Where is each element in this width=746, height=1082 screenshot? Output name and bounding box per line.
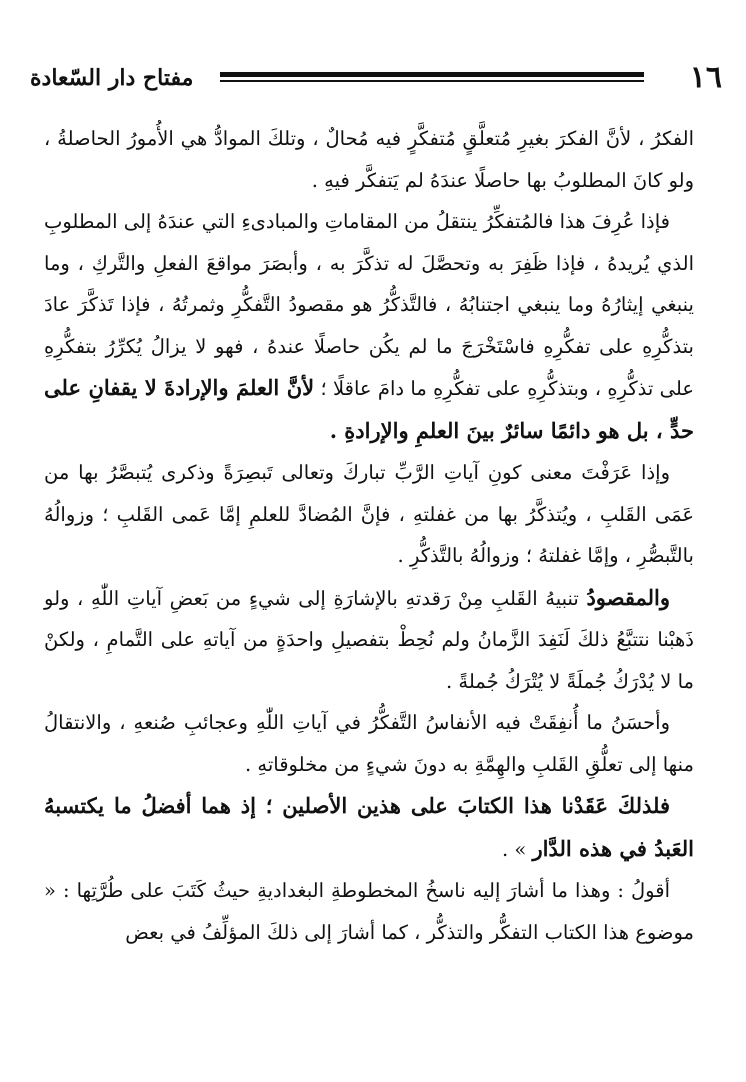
running-title: مفتاح دار السّعادة <box>30 65 194 91</box>
paragraph-2-text: فإذا عُرِفَ هذا فالمُتفكِّرُ ينتقلُ من المقاماتِ والمبادىءِ التي عندَهُ إلى المطلوبِ الذي يُريدهُ ، فإذا ظَفِرَ به وتحصَّلَ له تذكَّرَ به ، وأبصَرَ مواقعَ الفعلِ والتَّركِ ، وما ينبغي إيثارُهُ وما ينبغي اجتنابُهُ ، فالتَّذكُّرُ هو مقصودُ التَّفكُّرِ وثمرتُهُ ، فإذا تَذكَّرَ عادَ بتذكُّرِهِ على تفكُّرِهِ فاسْتَخْرَجَ ما لم يكُن حاصلًا عندهُ ، فهو لا يزالُ يُكرِّرُ بتفكُّرِهِ على تذكُّرِهِ ، وبتذكُّرِهِ على تفكُّرِهِ ما دامَ عاقلًا ؛ <box>44 210 694 400</box>
paragraph-2 <box>44 201 694 452</box>
page-header <box>30 58 722 98</box>
paragraph-4-bold: والمقصودُ <box>586 584 670 610</box>
page-number: ١٦ <box>689 60 722 95</box>
paragraph-6-tail: » . <box>501 837 527 861</box>
header-rule-thick <box>220 72 644 77</box>
paragraph-5: وأحسَنُ ما أُنفِقَتْ فيه الأنفاسُ التَّفكُّرُ في آياتِ اللّٰهِ وعجائبِ صُنعهِ ، والانتقالُ منها إلى تعلُّقِ القَلبِ والهِمَّةِ به دونَ شيءٍ من مخلوقاتهِ . <box>44 711 694 776</box>
header-rule <box>220 72 644 85</box>
paragraph-6-bold: فلذلكَ عَقَدْنا هذا الكتابَ على هذين الأصلين ؛ إذ هما أفضلُ ما يكتسبهُ العَبدُ في هذه الدَّار <box>44 793 694 861</box>
paragraph-2-bold: لأنَّ العلمَ والإرادةَ لا يقفانِ على حدٍّ ، بل هو دائمًا سائرٌ بينَ العلمِ والإرادةِ . <box>44 375 694 443</box>
paragraph-4 <box>44 577 694 703</box>
paragraph-3: وإذا عَرَفْتَ معنى كونِ آياتِ الرَّبِّ تباركَ وتعالى تَبصِرَةً وذكرى يُتبصَّرُ بها من عَمَى القَلبِ ، ويُتذكَّرُ بها من غفلتهِ ، فإنَّ المُضادَّ للعلمِ إمَّا عَمى القَلبِ ؛ وزوالُهُ بالتَّبصُّرِ ، وإمَّا غفلتهُ ؛ وزوالُهُ بالتَّذكُّرِ . <box>44 461 694 567</box>
paragraph-7: أقولُ : وهذا ما أشارَ إليه ناسخُ المخطوطةِ البغداديةِ حيثُ كَتَبَ على طُرَّتِها : « موضوع هذا الكتاب التفكُّر والتذكُّر ، كما أشارَ إلى ذلكَ المؤلِّفُ في بعض <box>44 879 694 944</box>
paragraph-6 <box>44 785 694 870</box>
body-text <box>44 118 694 953</box>
paragraph-1: الفكرُ ، لأنَّ الفكرَ بغيرِ مُتعلَّقٍ مُتفكَّرٍ فيه مُحالٌ ، وتلكَ الموادُّ هي الأُمورُ الحاصلةُ ، ولو كانَ المطلوبُ بها حاصلًا عندَهُ لم يَتفكَّر فيهِ . <box>44 127 694 192</box>
paragraph-4-text: تنبيهُ القَلبِ مِنْ رَقدتهِ بالإشارَةِ إلى شيءٍ من بَعضِ آياتِ اللّٰهِ ، ولو ذَهبْنا نتتبَّعُ ذلكَ لَنَفِدَ الزَّمانُ ولم نُحِطْ بتفصيلِ واحدَةٍ من آياتهِ على التَّمامِ ، ولكنْ ما لا يُدْرَكُ جُملَةً لا يُتْرَكُ جُملةً . <box>44 586 694 693</box>
header-rule-thin <box>220 80 644 82</box>
